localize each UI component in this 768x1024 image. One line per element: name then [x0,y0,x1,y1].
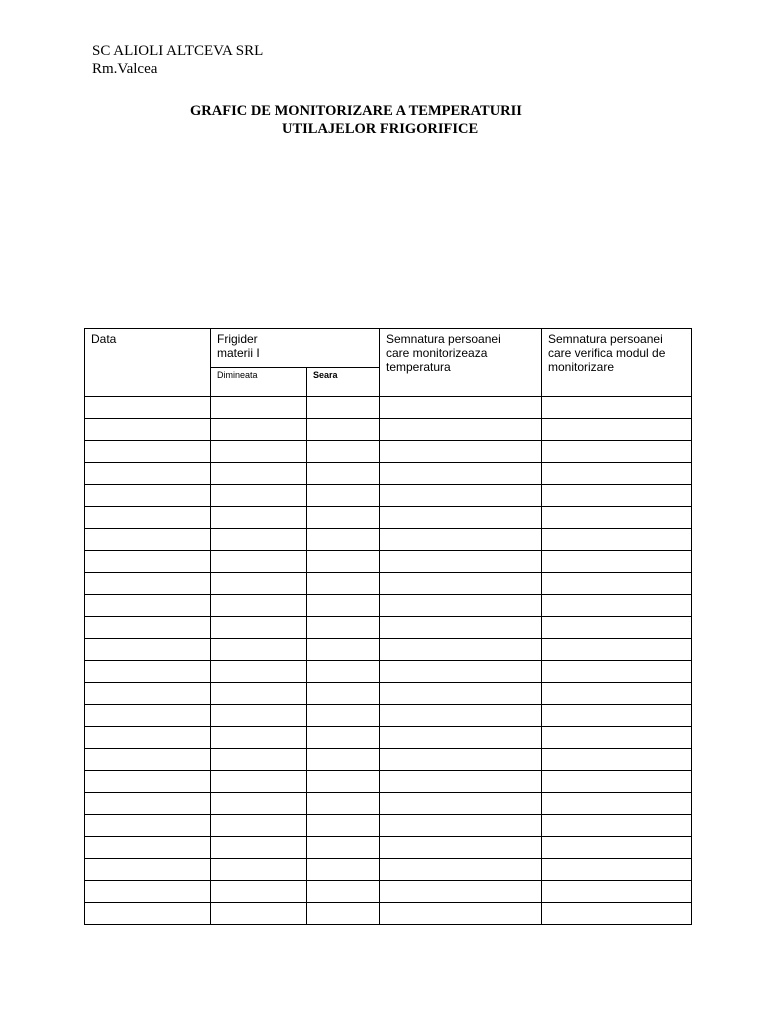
cell-monitor-signature[interactable] [380,749,542,771]
cell-evening[interactable] [307,507,380,529]
cell-date[interactable] [85,485,211,507]
table-row [85,749,692,771]
cell-evening[interactable] [307,595,380,617]
cell-morning[interactable] [211,705,307,727]
cell-monitor-signature[interactable] [380,617,542,639]
cell-evening[interactable] [307,881,380,903]
company-name: SC ALIOLI ALTCEVA SRL [92,43,264,59]
cell-evening[interactable] [307,859,380,881]
cell-morning[interactable] [211,463,307,485]
cell-verify-signature[interactable] [542,441,692,463]
header-row [85,329,692,368]
cell-verify-signature[interactable] [542,771,692,793]
table-row [85,705,692,727]
cell-evening[interactable] [307,551,380,573]
cell-evening[interactable] [307,617,380,639]
cell-morning[interactable] [211,661,307,683]
cell-verify-signature[interactable] [542,705,692,727]
cell-date[interactable] [85,595,211,617]
cell-verify-signature[interactable] [542,815,692,837]
cell-morning[interactable] [211,485,307,507]
cell-monitor-signature[interactable] [380,683,542,705]
cell-verify-signature[interactable] [542,903,692,925]
cell-verify-signature[interactable] [542,661,692,683]
cell-date[interactable] [85,705,211,727]
table-row [85,661,692,683]
header-date: Data [85,329,211,397]
cell-verify-signature[interactable] [542,793,692,815]
cell-monitor-signature[interactable] [380,507,542,529]
cell-morning[interactable] [211,551,307,573]
cell-monitor-signature[interactable] [380,859,542,881]
cell-verify-signature[interactable] [542,507,692,529]
table-row [85,771,692,793]
table-row [85,903,692,925]
cell-morning[interactable] [211,749,307,771]
cell-verify-signature[interactable] [542,529,692,551]
cell-date[interactable] [85,837,211,859]
cell-date[interactable] [85,683,211,705]
cell-date[interactable] [85,419,211,441]
cell-evening[interactable] [307,661,380,683]
cell-morning[interactable] [211,595,307,617]
cell-verify-signature[interactable] [542,639,692,661]
cell-evening[interactable] [307,683,380,705]
cell-monitor-signature[interactable] [380,463,542,485]
cell-date[interactable] [85,573,211,595]
cell-verify-signature[interactable] [542,463,692,485]
cell-date[interactable] [85,727,211,749]
cell-morning[interactable] [211,617,307,639]
table-row [85,463,692,485]
table-row [85,441,692,463]
cell-verify-signature[interactable] [542,397,692,419]
cell-monitor-signature[interactable] [380,661,542,683]
cell-date[interactable] [85,859,211,881]
cell-monitor-signature[interactable] [380,595,542,617]
table-row [85,837,692,859]
cell-morning[interactable] [211,529,307,551]
cell-morning[interactable] [211,639,307,661]
cell-evening[interactable] [307,397,380,419]
cell-monitor-signature[interactable] [380,881,542,903]
cell-morning[interactable] [211,573,307,595]
cell-evening[interactable] [307,727,380,749]
cell-monitor-signature[interactable] [380,639,542,661]
cell-verify-signature[interactable] [542,573,692,595]
cell-verify-signature[interactable] [542,595,692,617]
table-row [85,595,692,617]
cell-verify-signature[interactable] [542,837,692,859]
cell-date[interactable] [85,441,211,463]
cell-morning[interactable] [211,837,307,859]
subheader-evening: Seara [307,368,380,397]
cell-verify-signature[interactable] [542,683,692,705]
cell-morning[interactable] [211,441,307,463]
cell-monitor-signature[interactable] [380,793,542,815]
cell-date[interactable] [85,551,211,573]
cell-date[interactable] [85,529,211,551]
cell-verify-signature[interactable] [542,859,692,881]
table-row [85,881,692,903]
table-row [85,683,692,705]
cell-verify-signature[interactable] [542,419,692,441]
table-row [85,419,692,441]
cell-verify-signature[interactable] [542,727,692,749]
cell-morning[interactable] [211,815,307,837]
cell-date[interactable] [85,771,211,793]
cell-evening[interactable] [307,529,380,551]
cell-evening[interactable] [307,903,380,925]
cell-morning[interactable] [211,903,307,925]
table-row [85,573,692,595]
cell-evening[interactable] [307,793,380,815]
cell-monitor-signature[interactable] [380,903,542,925]
table-row [85,397,692,419]
cell-verify-signature[interactable] [542,881,692,903]
cell-morning[interactable] [211,771,307,793]
table-row [85,793,692,815]
table-row [85,815,692,837]
cell-monitor-signature[interactable] [380,419,542,441]
cell-monitor-signature[interactable] [380,573,542,595]
cell-monitor-signature[interactable] [380,441,542,463]
cell-evening[interactable] [307,573,380,595]
cell-verify-signature[interactable] [542,749,692,771]
table-row [85,727,692,749]
cell-date[interactable] [85,749,211,771]
table-row [85,859,692,881]
cell-monitor-signature[interactable] [380,771,542,793]
cell-morning[interactable] [211,727,307,749]
cell-evening[interactable] [307,705,380,727]
table-row [85,551,692,573]
subheader-morning: Dimineata [211,368,307,397]
company-block [92,42,263,78]
cell-evening[interactable] [307,441,380,463]
cell-verify-signature[interactable] [542,485,692,507]
cell-evening[interactable] [307,749,380,771]
cell-evening[interactable] [307,485,380,507]
cell-morning[interactable] [211,683,307,705]
cell-date[interactable] [85,661,211,683]
title-line-1: GRAFIC DE MONITORIZARE A TEMPERATURII [190,103,522,119]
cell-morning[interactable] [211,397,307,419]
cell-date[interactable] [85,463,211,485]
cell-monitor-signature[interactable] [380,485,542,507]
cell-verify-signature[interactable] [542,551,692,573]
table-row [85,485,692,507]
cell-morning[interactable] [211,859,307,881]
table-row [85,507,692,529]
table-row [85,639,692,661]
cell-morning[interactable] [211,419,307,441]
header-fridge: Frigider materii I [211,329,380,368]
cell-date[interactable] [85,881,211,903]
cell-monitor-signature[interactable] [380,705,542,727]
cell-date[interactable] [85,617,211,639]
cell-evening[interactable] [307,837,380,859]
cell-date[interactable] [85,903,211,925]
cell-monitor-signature[interactable] [380,815,542,837]
company-city: Rm.Valcea [92,61,158,77]
cell-monitor-signature[interactable] [380,551,542,573]
cell-evening[interactable] [307,419,380,441]
cell-morning[interactable] [211,507,307,529]
cell-date[interactable] [85,397,211,419]
cell-monitor-signature[interactable] [380,837,542,859]
title-line-2: UTILAJELOR FRIGORIFICE [282,121,479,137]
table-row [85,529,692,551]
cell-morning[interactable] [211,793,307,815]
cell-monitor-signature[interactable] [380,727,542,749]
table-row [85,617,692,639]
cell-evening[interactable] [307,463,380,485]
monitoring-table [84,328,692,925]
cell-verify-signature[interactable] [542,617,692,639]
cell-evening[interactable] [307,815,380,837]
cell-date[interactable] [85,639,211,661]
cell-morning[interactable] [211,881,307,903]
cell-date[interactable] [85,507,211,529]
cell-monitor-signature[interactable] [380,397,542,419]
cell-date[interactable] [85,793,211,815]
cell-evening[interactable] [307,639,380,661]
cell-date[interactable] [85,815,211,837]
cell-evening[interactable] [307,771,380,793]
header-verify-signature: Semnatura persoanei care verifica modul de monitorizare [542,329,692,397]
cell-monitor-signature[interactable] [380,529,542,551]
header-monitor-signature: Semnatura persoanei care monitorizeaza temperatura [380,329,542,397]
